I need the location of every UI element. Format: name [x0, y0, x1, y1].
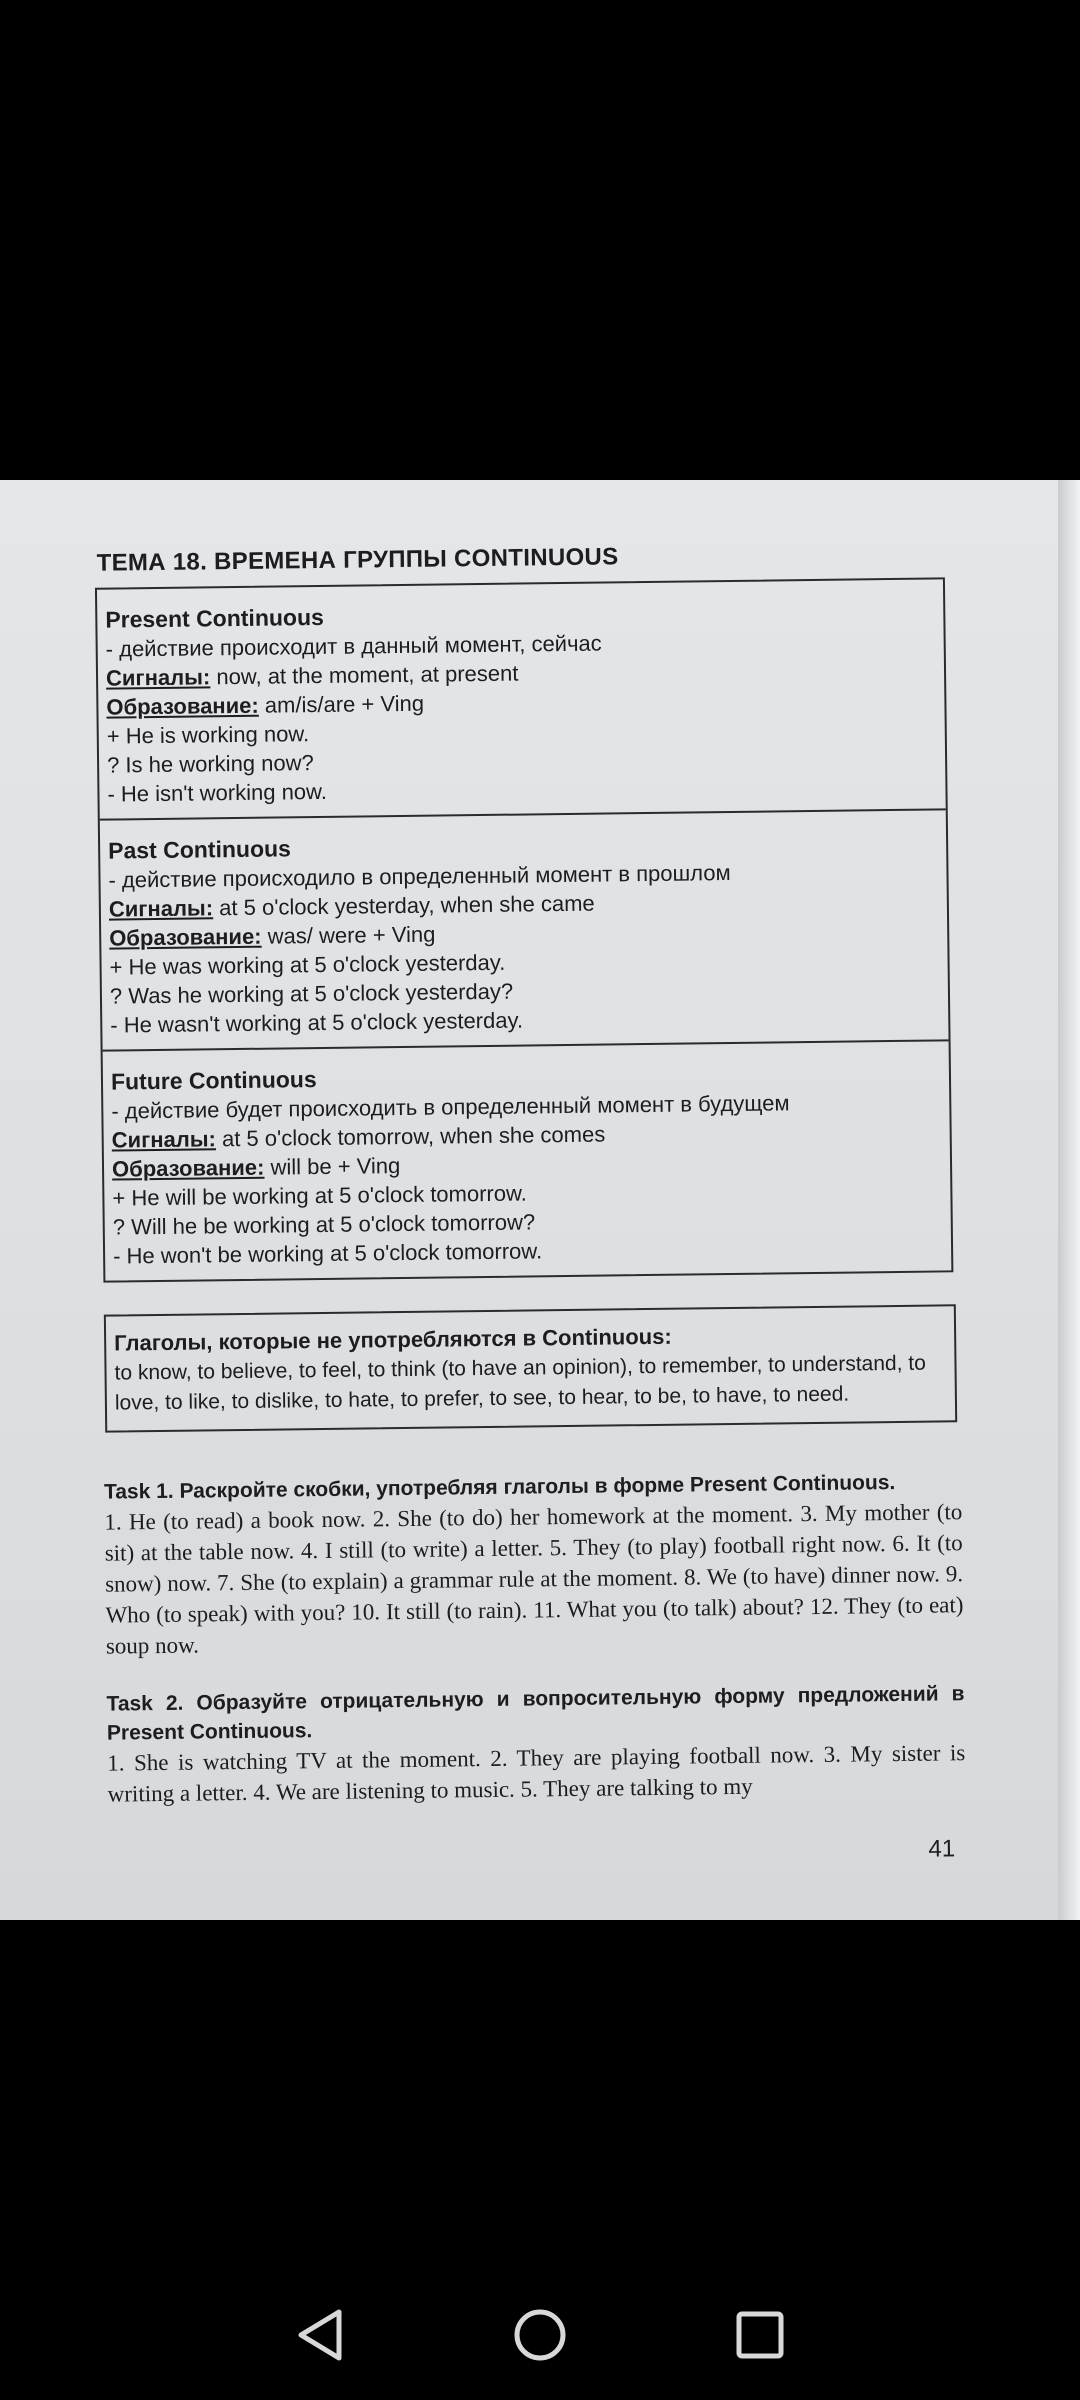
present-continuous-section	[97, 579, 946, 820]
home-circle-icon	[512, 2307, 568, 2363]
signals-label: Сигналы:	[105, 664, 211, 691]
section-title: Present Continuous	[105, 603, 324, 633]
topic-title: ТЕМА 18. ВРЕМЕНА ГРУППЫ CONTINUOUS	[96, 543, 619, 577]
affirmative-example: + He is working now.	[106, 721, 310, 749]
verbs-box-text: to know, to believe, to feel, to think (to have an opinion), to remember, to understand, to love, to like, to dislike, to hate, to prefer, to see, to hear, to be, to have, to need.	[114, 1351, 926, 1415]
system-navigation-bar	[0, 2270, 1080, 2400]
section-meaning: - действие происходит в данный момент, сейчас	[105, 630, 602, 662]
future-continuous-section	[103, 1041, 952, 1280]
signals-text: at 5 o'clock yesterday, when she came	[212, 890, 595, 921]
formation-label: Образование:	[106, 692, 259, 720]
formation-text: was/ were + Ving	[261, 921, 436, 949]
negative-example: - He wasn't working at 5 o'clock yesterday.	[110, 1007, 524, 1038]
book-page-photo	[0, 480, 1080, 1920]
nav-back-button[interactable]	[285, 2300, 355, 2370]
recents-square-icon	[735, 2310, 785, 2360]
textbook-page	[72, 499, 979, 1910]
signals-text: now, at the moment, at present	[210, 660, 519, 690]
task-2-text: 1. She is watching TV at the moment. 2. They are playing football now. 3. My sister is writing a letter. 4. We are listening to music. 5. They are talking to my	[107, 1740, 966, 1807]
signals-text: at 5 o'clock tomorrow, when she comes	[215, 1121, 606, 1152]
question-example: ? Is he working now?	[106, 750, 314, 778]
formation-text: am/is/are + Ving	[258, 690, 425, 718]
section-title: Past Continuous	[108, 835, 292, 864]
negative-example: - He won't be working at 5 o'clock tomorrow.	[112, 1238, 543, 1269]
page-edge	[1058, 480, 1080, 1920]
back-triangle-icon	[295, 2307, 345, 2363]
tenses-rules-table	[95, 577, 953, 1282]
task-1-heading: Task 1. Раскройте скобки, употребляя глаголы в форме Present Continuous.	[103, 1471, 896, 1504]
negative-example: - He isn't working now.	[107, 778, 328, 807]
nav-recents-button[interactable]	[725, 2300, 795, 2370]
section-meaning: - действие будет происходить в определенный момент в будущем	[111, 1090, 790, 1124]
task-2	[106, 1679, 965, 1809]
section-title: Future Continuous	[110, 1066, 317, 1095]
formation-label: Образование:	[109, 923, 262, 951]
task-1-text: 1. He (to read) a book now. 2. She (to do) her homework at the moment. 3. My mother (to sit) at the table now. 4. I still (to write) a letter. 5. They (to play) football right now. 6. It (to snow) now. 7. She (to explain) a grammar rule at the moment. 8. We (to have) dinner now. 9. Who (to speak) with you? 10. It still (to rain). 11. What you (to talk) about? 12. They (to eat) soup now.	[104, 1499, 964, 1659]
formation-label: Образование:	[111, 1154, 265, 1182]
section-meaning: - действие происходило в определенный момент в прошлом	[108, 859, 731, 893]
past-continuous-section	[100, 810, 949, 1051]
page-number: 41	[928, 1835, 956, 1863]
verbs-box-title: Глаголы, которые не употребляются в Continuous:	[114, 1323, 672, 1356]
signals-label: Сигналы:	[108, 895, 214, 922]
signals-label: Сигналы:	[111, 1126, 217, 1153]
non-continuous-verbs-box	[104, 1304, 957, 1432]
task-1	[104, 1467, 964, 1661]
question-example: ? Was he working at 5 o'clock yesterday?	[109, 978, 514, 1009]
affirmative-example: + He will be working at 5 o'clock tomorrow.	[112, 1180, 527, 1211]
question-example: ? Will he be working at 5 o'clock tomorrow?	[112, 1209, 536, 1240]
nav-home-button[interactable]	[505, 2300, 575, 2370]
formation-text: will be + Ving	[264, 1153, 401, 1180]
task-2-heading: Task 2. Образуйте отрицательную и вопросительную форму предложений в Present Continuous.	[106, 1682, 965, 1745]
affirmative-example: + He was working at 5 o'clock yesterday.	[109, 949, 506, 980]
